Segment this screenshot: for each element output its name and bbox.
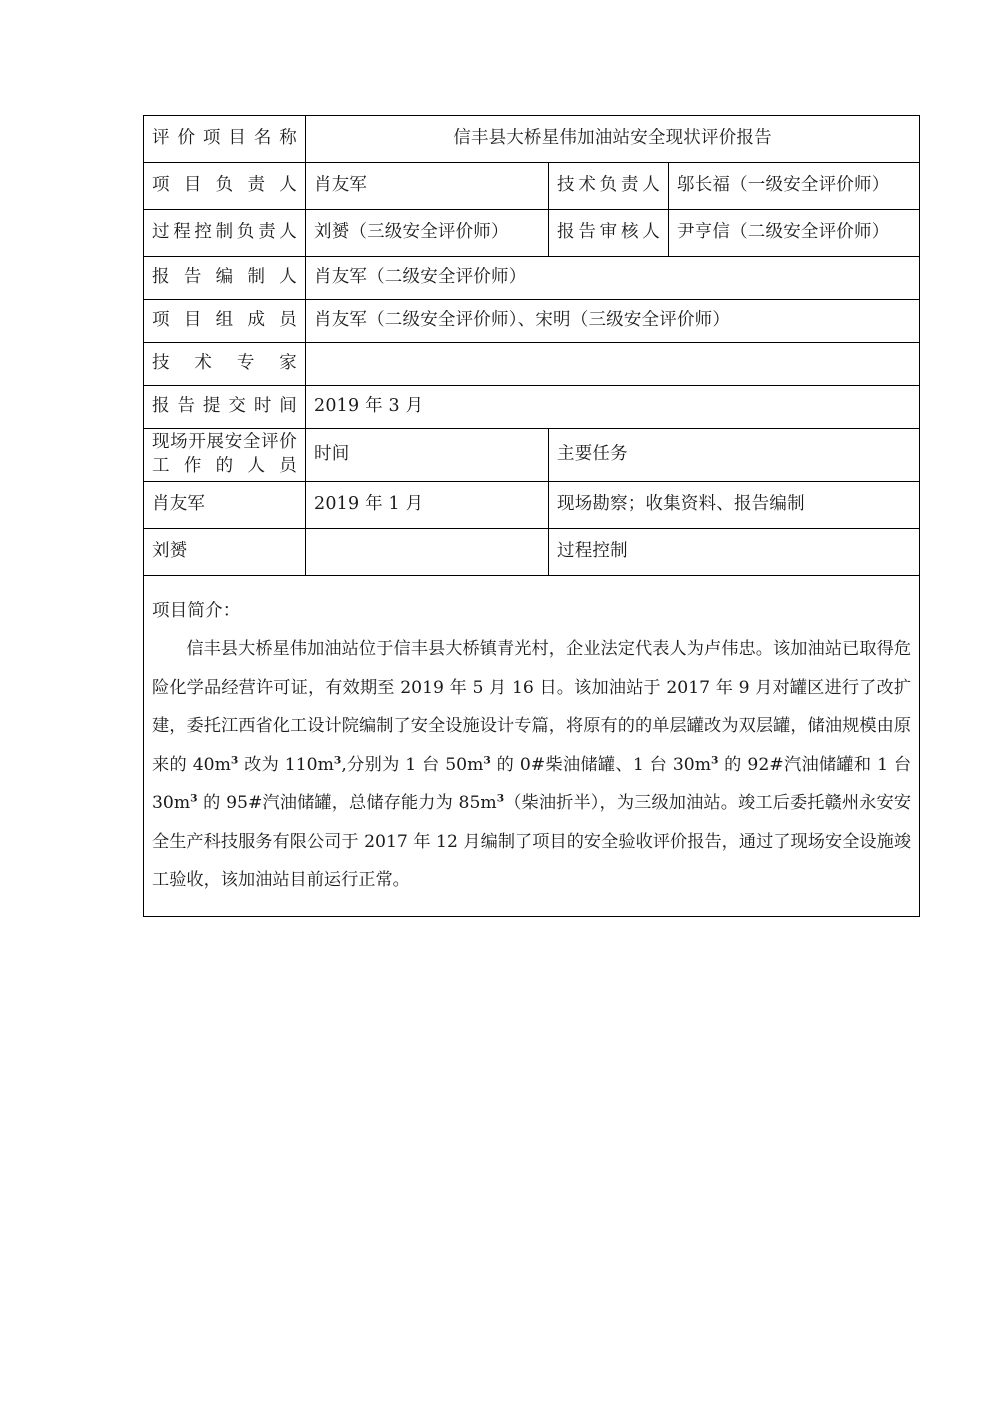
personnel-name-1: 肖友军 xyxy=(144,482,306,529)
intro-sup1: 3 xyxy=(230,753,239,767)
table-row-project-name xyxy=(144,116,920,163)
intro-sup2: 3 xyxy=(333,753,342,767)
value-technical-leader: 邬长福（一级安全评价师） xyxy=(669,163,920,210)
table-row-technical-expert xyxy=(144,343,920,386)
project-info-table xyxy=(143,115,920,917)
table-row-submission-date xyxy=(144,386,920,429)
personnel-time-1: 2019 年 1 月 xyxy=(306,482,549,529)
table-row-process-control-leader xyxy=(144,210,920,257)
label-onsite-personnel: 现场开展安全评价工作的人员 xyxy=(144,429,306,482)
intro-text-part2: 改为 110m xyxy=(238,754,334,775)
value-project-name: 信丰县大桥星伟加油站安全现状评价报告 xyxy=(306,116,920,163)
table-row-personnel-header xyxy=(144,429,920,482)
table-row-personnel-1 xyxy=(144,482,920,529)
table-row-team-members xyxy=(144,300,920,343)
table-row-report-author xyxy=(144,257,920,300)
intro-text-part4: 的 0#柴油储罐、1 台 30m xyxy=(490,754,711,775)
intro-text-part7: （柴油折半），为三级加油站。竣工后委托赣州永安安全生产科技服务有限公司于 2017 年 12 月编制了项目的安全验收评价报告，通过了现场安全设施竣工验收，该加油站目前运行正常。 xyxy=(152,793,912,891)
value-project-leader: 肖友军 xyxy=(306,163,549,210)
label-report-author: 报告编制人 xyxy=(144,257,306,300)
table-row-introduction xyxy=(144,576,920,917)
intro-text-part1: 信丰县大桥星伟加油站位于信丰县大桥镇青光村，企业法定代表人为卢伟忠。该加油站已取得危险化学品经营许可证，有效期至 2019 年 5 月 16 日。该加油站于 2017 年 9 月对罐区进行了改扩建，委托江西省化工设计院编制了安全设施设计专篇，将原有的的单层罐改为双层罐，储油规模由原来的 40m xyxy=(152,639,912,775)
introduction-heading: 项目简介： xyxy=(152,601,241,622)
intro-text-part6: 的 95#汽油储罐，总储存能力为 85m xyxy=(197,793,497,814)
intro-sup4: 3 xyxy=(711,753,719,767)
personnel-task-1: 现场勘察；收集资料、报告编制 xyxy=(549,482,920,529)
intro-sup6: 3 xyxy=(496,791,505,805)
intro-sup5: 3 xyxy=(190,791,198,805)
header-main-task: 主要任务 xyxy=(549,429,920,482)
value-submission-date: 2019 年 3 月 xyxy=(306,386,920,429)
intro-text-part5: 的 92#汽油储罐和 1 台 30m xyxy=(152,754,912,814)
value-report-author: 肖友军（二级安全评价师） xyxy=(306,257,920,300)
table-row-project-leader xyxy=(144,163,920,210)
label-team-members: 项目组成员 xyxy=(144,300,306,343)
value-report-reviewer: 尹亨信（二级安全评价师） xyxy=(669,210,920,257)
label-technical-expert: 技术专家 xyxy=(144,343,306,386)
introduction-body xyxy=(152,630,911,900)
label-technical-leader: 技术负责人 xyxy=(549,163,669,210)
table-row-personnel-2 xyxy=(144,529,920,576)
personnel-task-2: 过程控制 xyxy=(549,529,920,576)
label-process-control-leader: 过程控制负责人 xyxy=(144,210,306,257)
value-technical-expert xyxy=(306,343,920,386)
label-project-name: 评价项目名称 xyxy=(144,116,306,163)
personnel-time-2 xyxy=(306,529,549,576)
intro-sup3: 3 xyxy=(483,753,491,767)
label-project-leader: 项目负责人 xyxy=(144,163,306,210)
label-submission-date: 报告提交时间 xyxy=(144,386,306,429)
value-team-members: 肖友军（二级安全评价师）、宋明（三级安全评价师） xyxy=(306,300,920,343)
label-report-reviewer: 报告审核人 xyxy=(549,210,669,257)
intro-text-part3: ,分别为 1 台 50m xyxy=(341,754,484,775)
value-process-control-leader: 刘赟（三级安全评价师） xyxy=(306,210,549,257)
header-time: 时间 xyxy=(306,429,549,482)
project-introduction-cell xyxy=(144,576,920,917)
personnel-name-2: 刘赟 xyxy=(144,529,306,576)
